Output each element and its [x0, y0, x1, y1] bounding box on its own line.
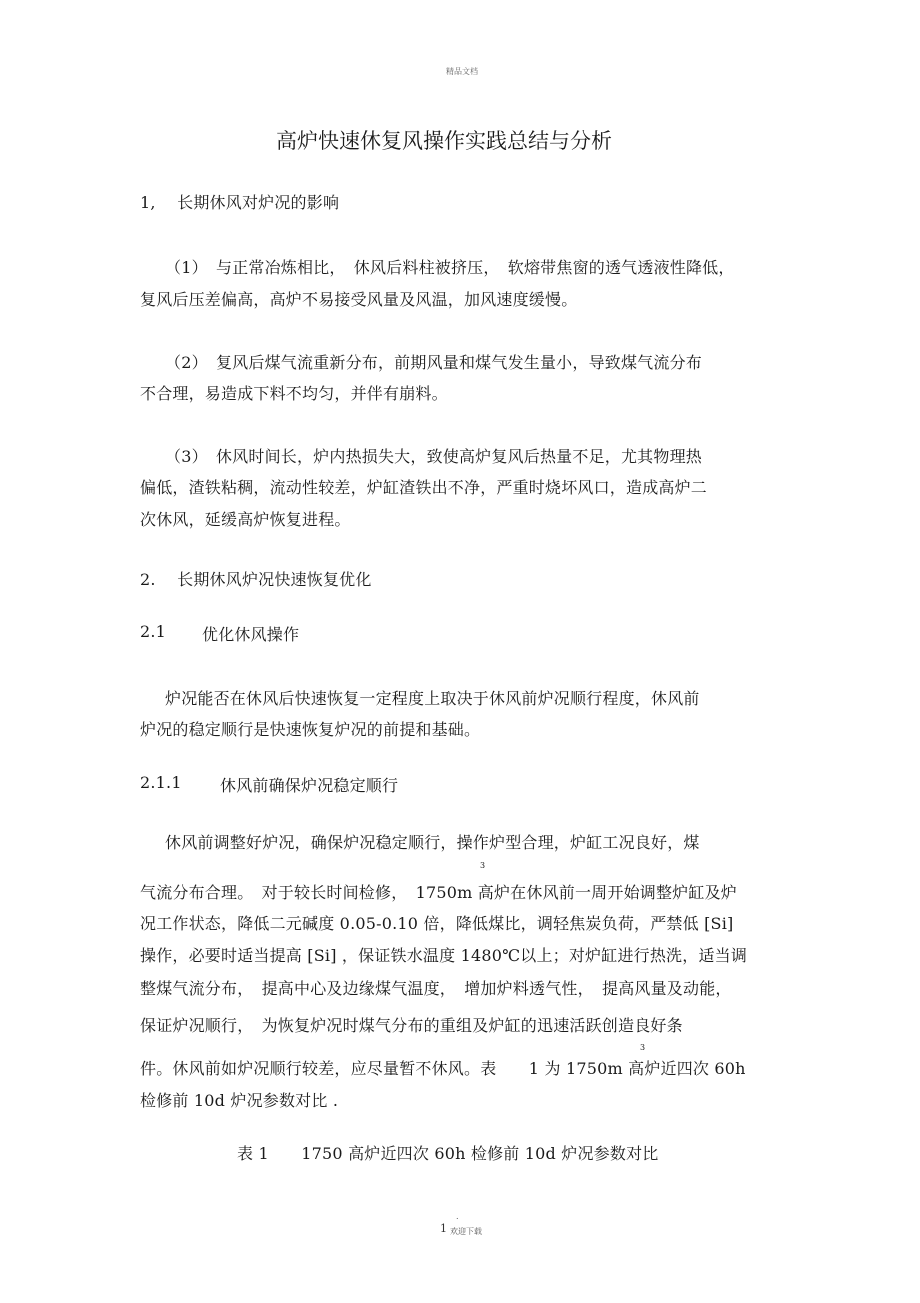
subsection-2-1-1-label: 休风前确保炉况稳定顺行	[220, 776, 399, 795]
paragraph-line: 偏低，渣铁粘稠，流动性较差，炉缸渣铁出不净，严重时烧坏风口，造成高炉二	[140, 478, 708, 497]
paragraph-line: （2） 复风后煤气流重新分布，前期风量和煤气发生量小，导致煤气流分布	[165, 353, 702, 372]
paragraph-line: 件。休风前如炉况顺行较差，应尽量暂不休风。表 1 为 1750m 高炉近四次 60h	[140, 1059, 746, 1078]
paragraph-line: 休风前调整好炉况，确保炉况稳定顺行，操作炉型合理，炉缸工况良好，煤	[165, 833, 700, 852]
paragraph-line: 整煤气流分布， 提高中心及边缘煤气温度， 增加炉料透气性， 提高风量及动能，	[140, 979, 732, 998]
paragraph-line: （3） 休风时间长，炉内热损失大，致使高炉复风后热量不足，尤其物理热	[165, 447, 702, 466]
page-number: 1	[440, 1222, 447, 1235]
paragraph-line: 炉况的稳定顺行是快速恢复炉况的前提和基础。	[140, 720, 481, 739]
paragraph-line: 次休风，延缓高炉恢复进程。	[140, 510, 351, 529]
subsection-2-1-label: 优化休风操作	[202, 625, 300, 644]
paragraph-line: 炉况能否在休风后快速恢复一定程度上取决于休风前炉况顺行程度，休风前	[165, 689, 700, 708]
paragraph-line: 气流分布合理。 对于较长时间检修， 1750m 高炉在休风前一周开始调整炉缸及炉	[140, 883, 737, 902]
paragraph-line: 操作，必要时适当提高 [Si] ，保证铁水温度 1480℃以上；对炉缸进行热洗，适当调	[140, 946, 748, 965]
document-title: 高炉快速休复风操作实践总结与分析	[276, 129, 612, 153]
section-2-heading: 2. 长期休风炉况快速恢复优化	[140, 570, 372, 589]
subsection-2-1-number: 2.1	[140, 622, 167, 641]
paragraph-line: 保证炉况顺行， 为恢复炉况时煤气分布的重组及炉缸的迅速活跃创造良好条	[140, 1016, 683, 1035]
paragraph-line: 检修前 10d 炉况参数对比 .	[140, 1091, 339, 1110]
paragraph-line: 复风后压差偏高，高炉不易接受风量及风温，加风速度缓慢。	[140, 290, 578, 309]
paragraph-line: 况工作状态，降低二元碱度 0.05-0.10 倍，降低煤比，调轻焦炭负荷，严禁低 [Si]	[140, 914, 734, 933]
page-header: 精品文档	[446, 67, 478, 76]
table-caption: 表 1 1750 高炉近四次 60h 检修前 10d 炉况参数对比	[237, 1144, 659, 1163]
footer-dot: .	[456, 1212, 459, 1221]
footer-text: 欢迎下载	[450, 1227, 482, 1236]
section-1-heading: 1, 长期休风对炉况的影响	[140, 193, 340, 212]
superscript-mark: 3	[640, 1043, 646, 1052]
paragraph-line: （1） 与正常冶炼相比， 休风后料柱被挤压， 软熔带焦窗的透气透液性降低，	[165, 258, 735, 277]
subsection-2-1-1-number: 2.1.1	[140, 773, 182, 792]
superscript-mark: 3	[480, 861, 486, 870]
paragraph-line: 不合理，易造成下料不均匀，并伴有崩料。	[140, 384, 448, 403]
